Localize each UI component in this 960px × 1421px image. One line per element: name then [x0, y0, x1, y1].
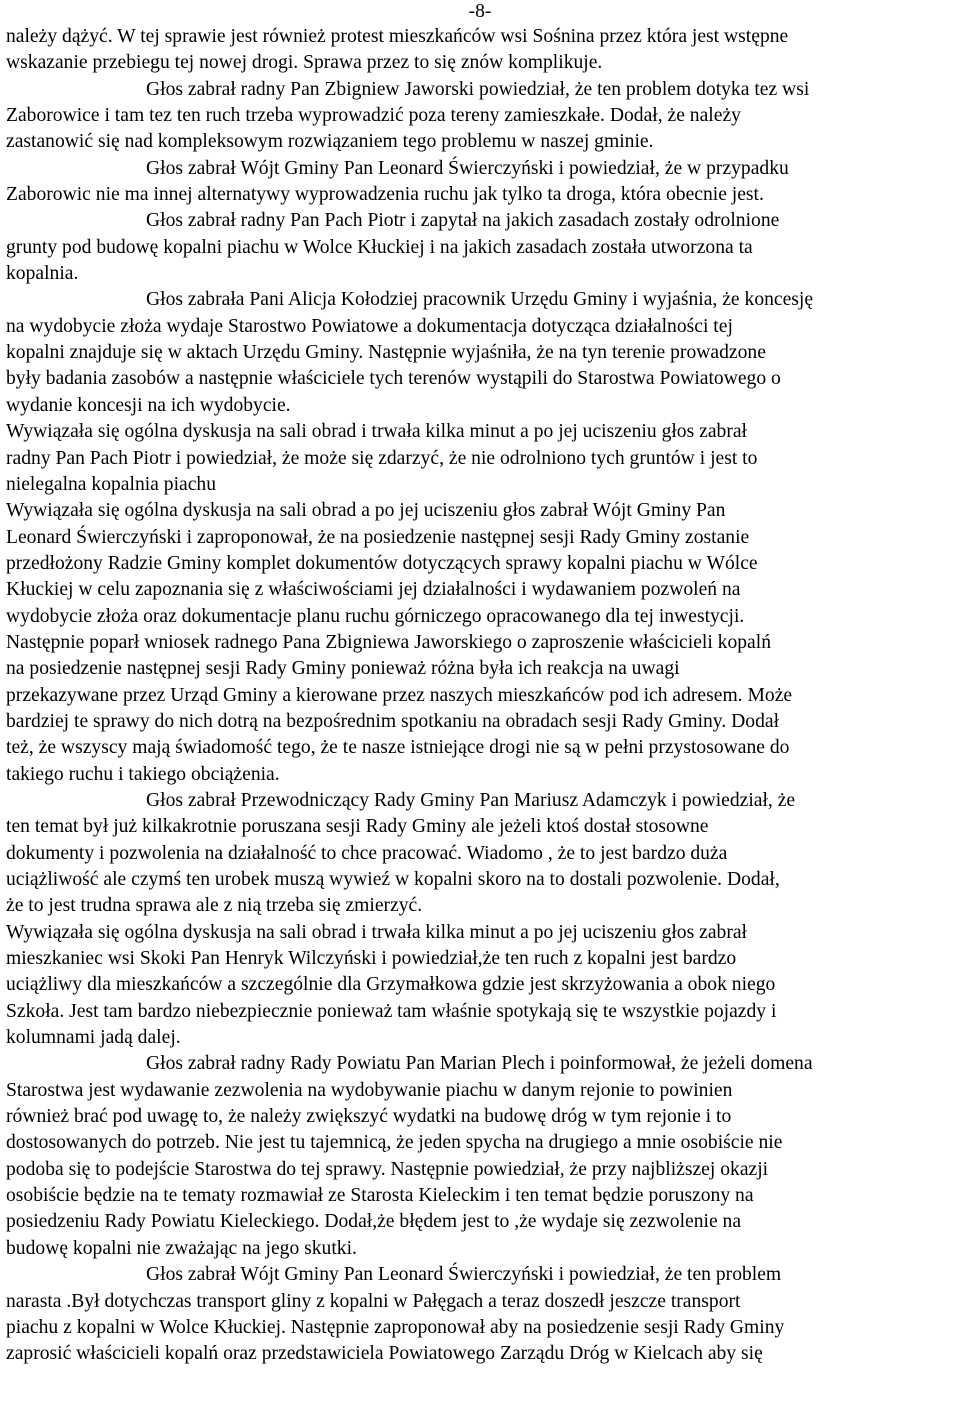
- text-line: wydobycie złoża oraz dokumentacje planu ruchu górniczego opracowanego dla tej inwestycji.: [6, 605, 745, 627]
- text-line: uciążliwy dla mieszkańców a szczególnie dla Grzymałkowa gdzie jest skrzyżowania a obok niego: [6, 974, 776, 996]
- text-line: posiedzeniu Rady Powiatu Kieleckiego. Dodał,że błędem jest to ,że wydaje się zezwolenie na: [6, 1211, 742, 1233]
- text-line: Głos zabrał Wójt Gminy Pan Leonard Świerczyński i powiedział, że ten problem: [146, 1264, 782, 1286]
- text-line: bardziej te sprawy do nich dotrą na bezpośrednim spotkaniu na obradach sesji Rady Gminy. Dodał: [6, 710, 780, 732]
- text-line: kopalnia.: [6, 263, 79, 285]
- text-line: były badania zasobów a następnie właściciele tych terenów wystąpili do Starostwa Powiatowego o: [6, 368, 781, 390]
- text-line: na wydobycie złoża wydaje Starostwo Powiatowe a dokumentacja dotycząca działalności tej: [6, 315, 733, 337]
- text-line: dokumenty i pozwolenia na działalność to chce pracować. Wiadomo , że to jest bardzo duża: [6, 842, 728, 864]
- text-line: Głos zabrała Pani Alicja Kołodziej pracownik Urzędu Gminy i wyjaśnia, że koncesję: [146, 289, 814, 311]
- text-line: wskazanie przebiegu tej nowej drogi. Sprawa przez to się znów komplikuje.: [6, 52, 603, 74]
- page-number: -8-: [468, 1, 492, 22]
- text-line: Szkoła. Jest tam bardzo niebezpiecznie ponieważ tam właśnie spotykają się te wszystkie pojazdy i: [6, 1000, 777, 1022]
- text-line: piachu z kopalni w Wolce Kłuckiej. Następnie zaproponował aby na posiedzenie sesji Rady Gminy: [6, 1316, 785, 1338]
- text-line: zastanowić się nad kompleksowym rozwiązaniem tego problemu w naszej gminie.: [6, 131, 654, 153]
- text-line: przekazywane przez Urząd Gminy a kierowane przez naszych mieszkańców pod ich adresem. Może: [6, 684, 793, 706]
- text-line: też, że wszyscy mają świadomość tego, że te nasze istniejące drogi nie są w pełni przystosowane do: [6, 737, 790, 759]
- text-line: Głos zabrał Wójt Gminy Pan Leonard Świerczyński i powiedział, że w przypadku: [146, 157, 789, 179]
- text-line: Zaborowice i tam tez ten ruch trzeba wyprowadzić poza tereny zamieszkałe. Dodał, że należy: [6, 105, 741, 127]
- text-line: budowę kopalni nie zważając na jego skutki.: [6, 1237, 357, 1259]
- text-line: wydanie koncesji na ich wydobycie.: [6, 394, 291, 416]
- text-line: Głos zabrał radny Pan Zbigniew Jaworski powiedział, że ten problem dotyka tez wsi: [146, 78, 810, 100]
- text-line: Wywiązała się ogólna dyskusja na sali obrad i trwała kilka minut a po jej uciszeniu głos zabrał: [6, 421, 747, 443]
- text-line: Wywiązała się ogólna dyskusja na sali obrad i trwała kilka minut a po jej uciszeniu głos zabrał: [6, 921, 747, 943]
- text-line: Wywiązała się ogólna dyskusja na sali obrad a po jej uciszeniu głos zabrał Wójt Gminy Pan: [6, 500, 726, 522]
- text-line: osobiście będzie na te tematy rozmawiał ze Starosta Kieleckim i ten temat będzie poruszony na: [6, 1185, 754, 1207]
- text-line: przedłożony Radzie Gminy komplet dokumentów dotyczących sprawy kopalni piachu w Wólce: [6, 552, 758, 574]
- text-line: Następnie poparł wniosek radnego Pana Zbigniewa Jaworskiego o zaproszenie właścicieli kopalń: [6, 631, 771, 653]
- text-line: Starostwa jest wydawanie zezwolenia na wydobywanie piachu w danym rejonie to powinien: [6, 1079, 733, 1101]
- text-line: Głos zabrał Przewodniczący Rady Gminy Pan Mariusz Adamczyk i powiedział, że: [146, 789, 796, 811]
- text-line: podoba się to podejście Starostwa do tej sprawy. Następnie powiedział, że przy najbliższej okazji: [6, 1158, 769, 1180]
- text-line: uciążliwość ale czymś ten urobek muszą wywieź w kopalni skoro na to dostali pozwolenie. Dodał,: [6, 869, 780, 890]
- text-line: Kłuckiej w celu zapoznania się z właściwościami jej działalności i wydawaniem pozwoleń na: [6, 579, 741, 601]
- text-line: takiego ruchu i takiego obciążenia.: [6, 763, 280, 785]
- text-line: grunty pod budowę kopalni piachu w Wolce Kłuckiej i na jakich zasadach została utworzona ta: [6, 236, 753, 258]
- text-line: mieszkaniec wsi Skoki Pan Henryk Wilczyński i powiedział,że ten ruch z kopalni jest bardzo: [6, 948, 737, 970]
- text-line: Głos zabrał radny Rady Powiatu Pan Marian Plech i poinformował, że jeżeli domena: [146, 1053, 813, 1075]
- text-line: Głos zabrał radny Pan Pach Piotr i zapytał na jakich zasadach zostały odrolnione: [146, 210, 780, 232]
- text-line: na posiedzenie następnej sesji Rady Gminy ponieważ różna była ich reakcja na uwagi: [6, 658, 680, 680]
- text-line: ten temat był już kilkakrotnie poruszana sesji Rady Gminy ale jeżeli ktoś dostał stosowne: [6, 816, 709, 838]
- text-line: narasta .Był dotychczas transport gliny z kopalni w Pałęgach a teraz doszedł jeszcze transport: [6, 1290, 741, 1312]
- text-line: nielegalna kopalnia piachu: [6, 473, 217, 495]
- document-body: [0, 24, 960, 1368]
- text-line: dostosowanych do potrzeb. Nie jest tu tajemnicą, że jeden spycha na drugiego a mnie osobiście nie: [6, 1132, 783, 1154]
- text-line: radny Pan Pach Piotr i powiedział, że może się zdarzyć, że nie odrolniono tych gruntów i jest to: [6, 447, 758, 469]
- text-line: Zaborowic nie ma innej alternatywy wyprowadzenia ruchu jak tylko ta droga, która obecnie jest.: [6, 184, 764, 206]
- text-line: również brać pod uwagę to, że należy zwiększyć wydatki na budowę dróg w tym rejonie i to: [6, 1106, 732, 1128]
- text-line: że to jest trudna sprawa ale z nią trzeba się zmierzyć.: [6, 895, 423, 917]
- text-line: należy dążyć. W tej sprawie jest również protest mieszkańców wsi Sośnina przez która jest wstępne: [6, 26, 789, 47]
- text-line: zaprosić właścicieli kopalń oraz przedstawiciela Powiatowego Zarządu Dróg w Kielcach aby się: [6, 1343, 763, 1365]
- text-line: kopalni znajduje się w aktach Urzędu Gminy. Następnie wyjaśniła, że na tyn terenie prowadzone: [6, 342, 766, 364]
- text-line: Leonard Świerczyński i zaproponował, że na posiedzenie następnej sesji Rady Gminy zostanie: [6, 526, 750, 548]
- text-line: kolumnami jadą dalej.: [6, 1027, 181, 1049]
